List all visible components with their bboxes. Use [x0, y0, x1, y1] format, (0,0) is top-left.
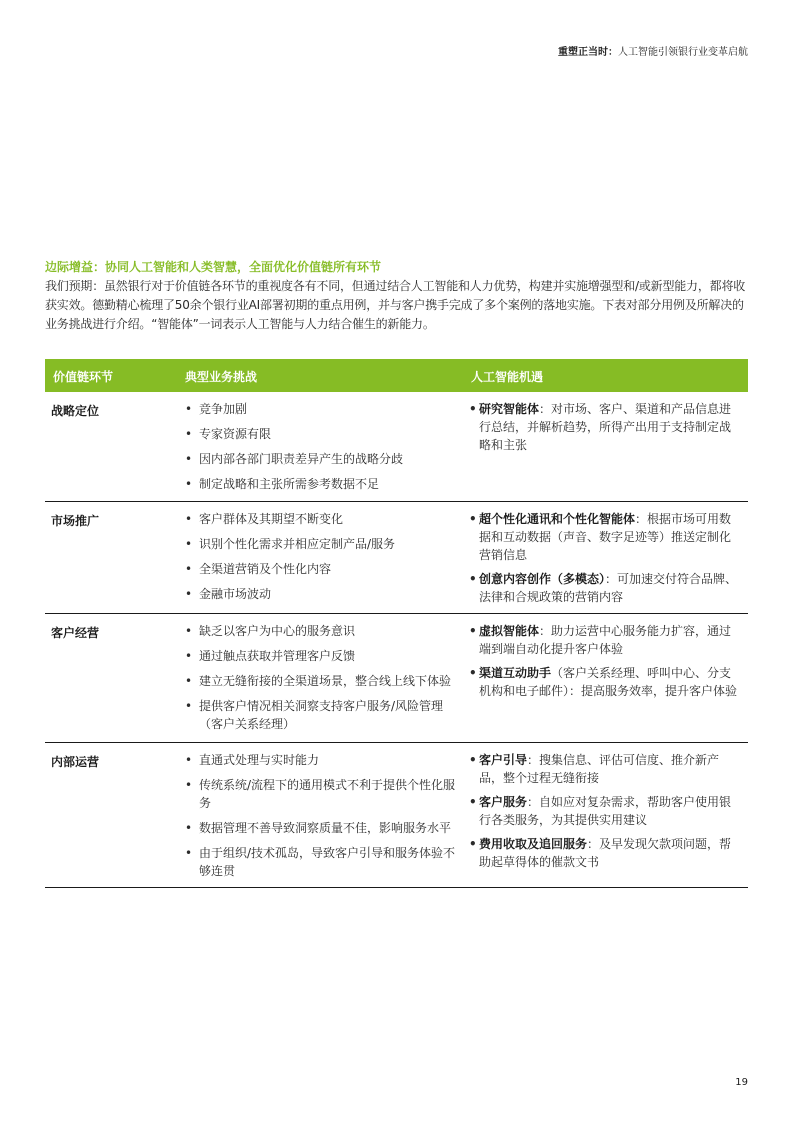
opportunity-item [469, 510, 739, 564]
intro-heading: 边际增益：协同人工智能和人类智慧，全面优化价值链所有环节 [45, 260, 382, 274]
challenge-item: • 由于组织/技术孤岛，导致客户引导和服务体验不够连贯 [185, 844, 465, 880]
challenge-item: • 识别个性化需求并相应定制产品/服务 [185, 535, 465, 553]
opportunity-title: 费用收取及追回服务 [479, 837, 588, 851]
opportunity-list [469, 622, 739, 706]
challenge-item: • 提供客户情况相关洞察支持客户服务/风险管理（客户关系经理） [185, 697, 465, 733]
opportunity-item [469, 835, 739, 871]
table-row-marketing [45, 502, 748, 614]
opportunity-text: ：可加速交付符合品牌、法律和合规政策的营销内容 [479, 572, 738, 604]
opportunity-text: ：自如应对复杂需求，帮助客户使用银行各类服务，为其提供实用建议 [479, 795, 732, 827]
stage-label: 市场推广 [51, 514, 100, 528]
table-row-customer [45, 614, 748, 743]
challenge-item: • 专家资源有限 [185, 425, 465, 443]
opportunity-text: ：根据市场可用数据和互动数据（声音、数字足迹等）推送定制化营销信息 [479, 512, 732, 562]
opportunity-text: ：搜集信息、评估可信度、推介新产品，整个过程无缝衔接 [479, 753, 720, 785]
table-header [45, 359, 748, 392]
challenge-item: • 缺乏以客户为中心的服务意识 [185, 622, 465, 640]
challenge-list [185, 510, 465, 610]
column-header-stage: 价值链环节 [53, 370, 114, 384]
header-title-rest: 人工智能引领银行业变革启航 [618, 47, 748, 58]
opportunity-text: ：对市场、客户、渠道和产品信息进行总结，并解析趋势，所得产出用于支持制定战略和主张 [479, 402, 732, 452]
challenge-item: • 通过触点获取并管理客户反馈 [185, 647, 465, 665]
challenge-item: • 客户群体及其期望不断变化 [185, 510, 465, 528]
challenge-item: • 金融市场波动 [185, 585, 465, 603]
opportunity-title: 虚拟智能体 [479, 624, 540, 638]
opportunity-text: ：助力运营中心服务能力扩容，通过端到端自动化提升客户体验 [479, 624, 732, 656]
challenge-item: • 竞争加剧 [185, 400, 465, 418]
challenge-list [185, 622, 465, 740]
challenge-item: • 直通式处理与实时能力 [185, 751, 465, 769]
table-row-strategy [45, 392, 748, 502]
table-row-operations [45, 743, 748, 888]
opportunity-title: 客户引导 [479, 753, 528, 767]
opportunity-list [469, 510, 739, 612]
page-number: 19 [735, 1077, 748, 1088]
challenge-item: • 传统系统/流程下的通用模式不利于提供个性化服务 [185, 776, 465, 812]
opportunity-item [469, 664, 739, 700]
opportunity-item [469, 570, 739, 606]
value-chain-table [45, 359, 748, 888]
challenge-item: • 建立无缝衔接的全渠道场景，整合线上线下体验 [185, 672, 465, 690]
opportunity-title: 创意内容创作（多模态） [479, 572, 606, 586]
challenge-item: • 数据管理不善导致洞察质量不佳，影响服务水平 [185, 819, 465, 837]
opportunity-text: ：及早发现欠款项问题，帮助起草得体的催款文书 [479, 837, 732, 869]
opportunity-item [469, 751, 739, 787]
column-header-opportunities: 人工智能机遇 [471, 370, 544, 384]
opportunity-item [469, 793, 739, 829]
intro-section [45, 259, 748, 334]
running-header [558, 43, 748, 58]
stage-label: 内部运营 [51, 755, 100, 769]
opportunity-item [469, 400, 739, 454]
opportunity-item [469, 622, 739, 658]
challenge-item: • 制定战略和主张所需参考数据不足 [185, 475, 465, 493]
stage-label: 客户经营 [51, 626, 100, 640]
opportunity-list [469, 751, 739, 877]
opportunity-title: 超个性化通讯和个性化智能体 [479, 512, 636, 526]
challenge-item: • 因内部各部门职责差异产生的战略分歧 [185, 450, 465, 468]
opportunity-title: 研究智能体 [479, 402, 540, 416]
opportunity-title: 客户服务 [479, 795, 528, 809]
stage-label: 战略定位 [51, 404, 100, 418]
column-header-challenges: 典型业务挑战 [185, 370, 258, 384]
intro-body: 我们预期：虽然银行对于价值链各环节的重视度各有不同，但通过结合人工智能和人力优势，构建并实施增强型和/或新型能力，都将收获实效。德勤精心梳理了50余个银行业AI部署初期的重点用例，并与客户携手完成了多个案例的落地实施。下表对部分用例及所解决的业务挑战进行介绍。“智能体”一词表示人工智能与人力结合催生的新能力。 [45, 279, 746, 331]
challenge-list [185, 751, 465, 887]
header-title-bold: 重塑正当时： [558, 47, 618, 58]
challenge-list [185, 400, 465, 500]
opportunity-text: （客户关系经理、呼叫中心、分支机构和电子邮件）：提高服务效率，提升客户体验 [479, 666, 738, 698]
opportunity-list [469, 400, 739, 460]
opportunity-title: 渠道互动助手 [479, 666, 552, 680]
challenge-item: • 全渠道营销及个性化内容 [185, 560, 465, 578]
